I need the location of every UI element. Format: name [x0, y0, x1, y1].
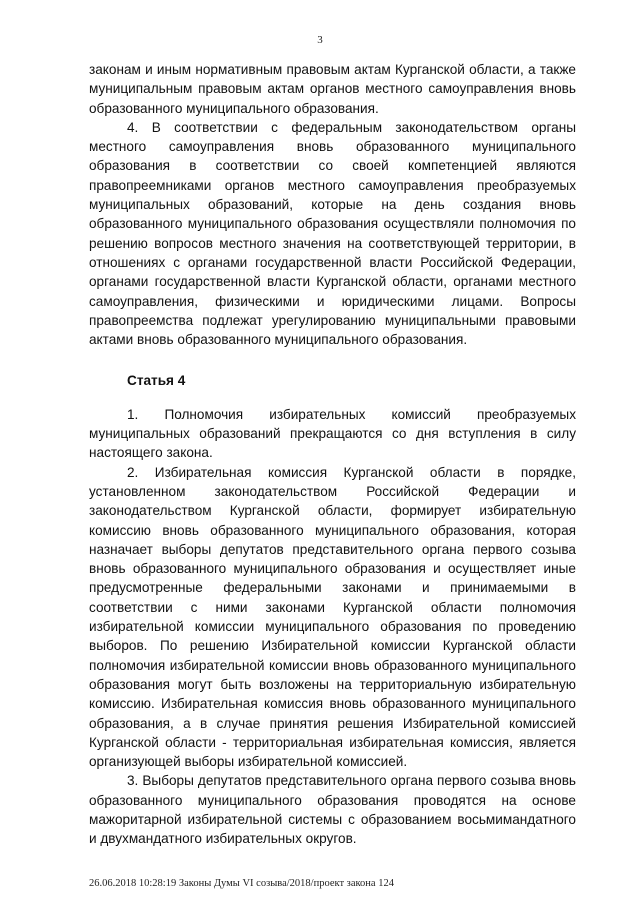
paragraph: 3. Выборы депутатов представительного органа первого созыва вновь образованного муниципального образования проводятся на основе мажоритарной избирательной системы с образованием восьмимандатного и двухмандатного избирательных округов. — [89, 773, 576, 847]
paragraph: законам и иным нормативным правовым актам Курганской области, а также муниципальным правовым актам органов местного самоуправления вновь образованного муниципального образования. — [89, 62, 576, 116]
paragraph: 1. Полномочия избирательных комиссий преобразуемых муниципальных образований прекращаются со дня вступления в силу настоящего закона. — [89, 406, 576, 461]
document-body — [89, 60, 576, 849]
paragraph: 2. Избирательная комиссия Курганской области в порядке, установленном законодательством Российской Федерации и законодательством Курганской области, формирует избирательную комиссию вновь образованного муниципального образования, которая назначает выборы депутатов представительного органа первого созыва вновь образованного муниципального образования и осуществляет иные предусмотренные федеральными законами и принимаемыми в соответствии с ними законами Курганской области полномочия избирательной комиссии муниципального образования по проведению выборов. По решению Избирательной комиссии Курганской области полномочия избирательной комиссии вновь образованного муниципального образования могут быть возложены на территориальную избирательную комиссию. Избирательная комиссия вновь образованного муниципального образования, а в случае принятия решения Избирательной комиссией Курганской области - территориальная избирательная комиссия, является организующей выборы избирательной комиссией. — [89, 464, 576, 770]
page-number: 3 — [317, 34, 323, 46]
paragraph: 4. В соответствии с федеральным законодательством органы местного самоуправления вновь образованного муниципального образования в соответствии со своей компетенцией являются правопреемниками органов местного самоуправления преобразуемых муниципальных образований, которые на день создания вновь образованного муниципального образования осуществляли полномочия по решению вопросов местного значения на соответствующей территории, в отношениях с органами государственной власти Российской Федерации, органами государственной власти Курганской области, органами местного самоуправления, физическими и юридическими лицами. Вопросы правопреемства подлежат урегулированию муниципальными правовыми актами вновь образованного муниципального образования. — [89, 119, 576, 348]
document-footer: 26.06.2018 10:28:19 Законы Думы VI созыва/2018/проект закона 124 — [89, 878, 394, 889]
article-heading: Статья 4 — [127, 373, 186, 389]
